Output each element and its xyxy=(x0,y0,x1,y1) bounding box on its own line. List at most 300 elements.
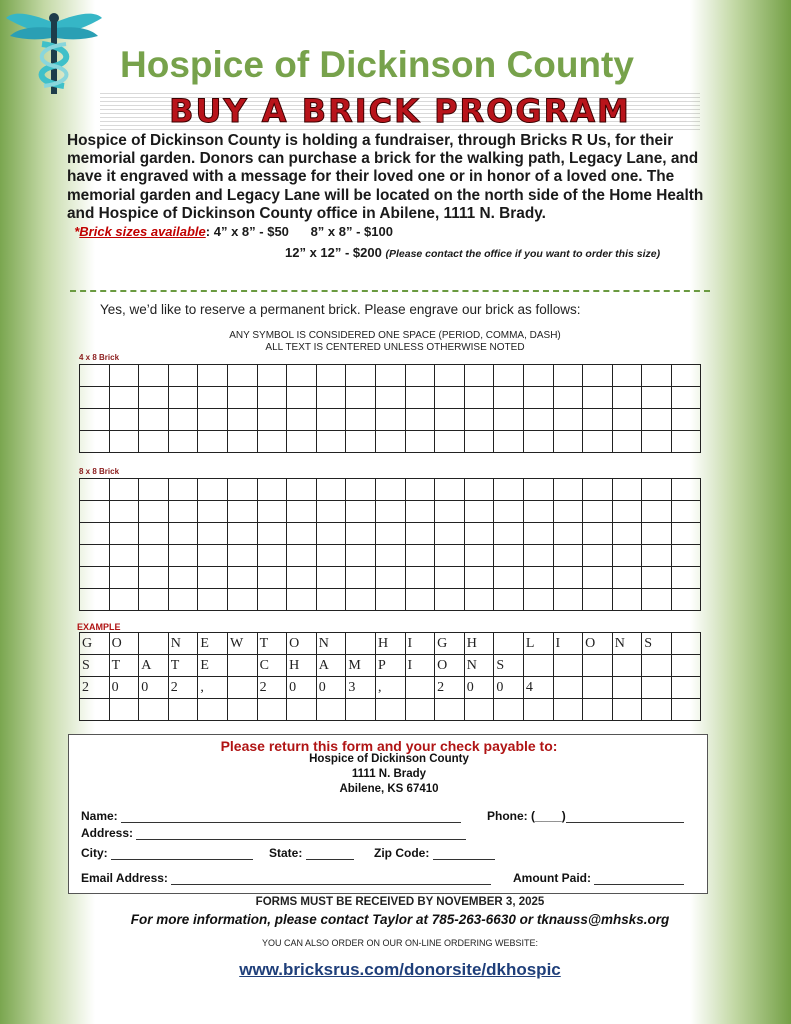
grid-cell[interactable] xyxy=(257,567,287,589)
symbol-note-line-2: ALL TEXT IS CENTERED UNLESS OTHERWISE NOTED xyxy=(265,342,525,353)
grid-cell[interactable] xyxy=(405,545,435,567)
example-cell: M xyxy=(346,655,376,677)
grid-cell[interactable] xyxy=(375,387,405,409)
example-cell: O xyxy=(435,655,465,677)
example-cell xyxy=(523,655,553,677)
grid-cell[interactable] xyxy=(671,567,701,589)
grid-cell[interactable] xyxy=(464,431,494,453)
grid-cell[interactable] xyxy=(316,431,346,453)
example-cell: O xyxy=(287,633,317,655)
grid-cell[interactable] xyxy=(227,431,257,453)
reserve-instruction: Yes, we’d like to reserve a permanent brick. Please engrave our brick as follows: xyxy=(100,302,581,317)
example-cell xyxy=(553,677,583,699)
grid-cell[interactable] xyxy=(435,523,465,545)
grid-cell[interactable] xyxy=(405,523,435,545)
example-cell: T xyxy=(168,655,198,677)
grid-cell[interactable] xyxy=(227,567,257,589)
grid-cell[interactable] xyxy=(642,365,672,387)
example-cell xyxy=(583,655,613,677)
grid-cell[interactable] xyxy=(287,431,317,453)
grid-cell[interactable] xyxy=(553,387,583,409)
grid-cell[interactable] xyxy=(287,409,317,431)
grid-cell[interactable] xyxy=(287,501,317,523)
brick-4x8-grid[interactable] xyxy=(79,364,701,453)
size-12x12-line xyxy=(285,244,727,263)
grid-cell[interactable] xyxy=(612,567,642,589)
grid-cell[interactable] xyxy=(494,523,524,545)
grid-cell[interactable] xyxy=(198,479,228,501)
grid-cell[interactable] xyxy=(257,479,287,501)
grid-cell[interactable] xyxy=(553,409,583,431)
example-cell xyxy=(642,655,672,677)
grid-cell[interactable] xyxy=(257,545,287,567)
grid-cell[interactable] xyxy=(109,523,139,545)
grid-cell[interactable] xyxy=(435,501,465,523)
program-title: BUY A BRICK PROGRAM xyxy=(100,92,700,130)
grid-cell[interactable] xyxy=(168,409,198,431)
grid-cell[interactable] xyxy=(227,545,257,567)
grid-cell[interactable] xyxy=(109,479,139,501)
example-cell: 0 xyxy=(464,677,494,699)
example-cell xyxy=(523,699,553,721)
grid-cell[interactable] xyxy=(612,409,642,431)
grid-cell[interactable] xyxy=(227,365,257,387)
grid-cell[interactable] xyxy=(405,589,435,611)
grid-cell[interactable] xyxy=(316,501,346,523)
grid-cell[interactable] xyxy=(227,501,257,523)
amount-paid-line[interactable] xyxy=(594,873,684,885)
grid-cell[interactable] xyxy=(80,545,110,567)
grid-cell[interactable] xyxy=(671,409,701,431)
grid-cell[interactable] xyxy=(80,523,110,545)
zip-field[interactable] xyxy=(374,846,495,860)
grid-cell[interactable] xyxy=(464,567,494,589)
grid-cell[interactable] xyxy=(583,545,613,567)
contact-info: For more information, please contact Taylor at 785-263-6630 or tknauss@mhsks.org xyxy=(130,912,670,927)
state-line[interactable] xyxy=(306,848,354,860)
grid-cell[interactable] xyxy=(198,431,228,453)
grid-cell[interactable] xyxy=(671,523,701,545)
grid-cell[interactable] xyxy=(287,523,317,545)
grid-cell[interactable] xyxy=(464,501,494,523)
grid-cell[interactable] xyxy=(553,523,583,545)
example-cell: H xyxy=(375,633,405,655)
city-field[interactable] xyxy=(81,846,253,860)
example-cell xyxy=(671,699,701,721)
grid-cell[interactable] xyxy=(375,409,405,431)
grid-cell[interactable] xyxy=(612,431,642,453)
example-cell xyxy=(464,699,494,721)
grid-cell[interactable] xyxy=(227,409,257,431)
grid-cell[interactable] xyxy=(80,589,110,611)
grid-cell[interactable] xyxy=(405,567,435,589)
grid-row xyxy=(80,523,701,545)
grid-cell[interactable] xyxy=(583,567,613,589)
name-field[interactable] xyxy=(81,809,461,823)
grid-cell[interactable] xyxy=(523,501,553,523)
grid-cell[interactable] xyxy=(109,501,139,523)
grid-cell[interactable] xyxy=(316,567,346,589)
grid-cell[interactable] xyxy=(435,545,465,567)
grid-cell[interactable] xyxy=(612,365,642,387)
example-cell: N xyxy=(168,633,198,655)
grid-cell[interactable] xyxy=(168,545,198,567)
grid-cell[interactable] xyxy=(494,479,524,501)
grid-cell[interactable] xyxy=(671,365,701,387)
brick-sizes-label: Brick sizes available xyxy=(79,224,206,240)
grid-cell[interactable] xyxy=(316,545,346,567)
example-cell: L xyxy=(523,633,553,655)
grid-cell[interactable] xyxy=(612,387,642,409)
grid-cell[interactable] xyxy=(583,501,613,523)
grid-cell[interactable] xyxy=(198,589,228,611)
ordering-website-link[interactable]: www.bricksrus.com/donorsite/dkhospic xyxy=(239,960,561,979)
grid-cell[interactable] xyxy=(612,523,642,545)
example-cell: S xyxy=(80,655,110,677)
grid-cell[interactable] xyxy=(80,431,110,453)
grid-cell[interactable] xyxy=(168,431,198,453)
grid-cell[interactable] xyxy=(227,479,257,501)
example-cell xyxy=(494,699,524,721)
grid-cell[interactable] xyxy=(257,523,287,545)
grid-cell[interactable] xyxy=(257,387,287,409)
grid-cell[interactable] xyxy=(80,387,110,409)
grid-cell[interactable] xyxy=(168,479,198,501)
grid-cell[interactable] xyxy=(494,365,524,387)
grid-cell[interactable] xyxy=(287,387,317,409)
address-org-name: Hospice of Dickinson County xyxy=(309,753,469,765)
grid-cell[interactable] xyxy=(642,523,672,545)
grid-8x8-label: 8 x 8 Brick xyxy=(79,467,120,476)
grid-cell[interactable] xyxy=(464,545,494,567)
grid-cell[interactable] xyxy=(642,479,672,501)
grid-cell[interactable] xyxy=(612,545,642,567)
grid-cell[interactable] xyxy=(139,365,169,387)
grid-cell[interactable] xyxy=(671,501,701,523)
grid-cell[interactable] xyxy=(612,589,642,611)
grid-cell[interactable] xyxy=(583,431,613,453)
grid-cell[interactable] xyxy=(109,567,139,589)
grid-cell[interactable] xyxy=(642,589,672,611)
example-cell xyxy=(405,677,435,699)
grid-cell[interactable] xyxy=(375,567,405,589)
grid-cell[interactable] xyxy=(405,479,435,501)
grid-cell[interactable] xyxy=(464,365,494,387)
grid-cell[interactable] xyxy=(227,523,257,545)
grid-cell[interactable] xyxy=(80,365,110,387)
example-cell: O xyxy=(583,633,613,655)
grid-cell[interactable] xyxy=(523,567,553,589)
grid-cell[interactable] xyxy=(80,567,110,589)
grid-cell[interactable] xyxy=(109,545,139,567)
grid-cell[interactable] xyxy=(375,545,405,567)
grid-cell[interactable] xyxy=(198,501,228,523)
grid-cell[interactable] xyxy=(109,431,139,453)
example-cell xyxy=(583,677,613,699)
grid-row xyxy=(80,431,701,453)
grid-cell[interactable] xyxy=(583,409,613,431)
phone-field[interactable] xyxy=(487,809,684,823)
grid-cell[interactable] xyxy=(346,501,376,523)
grid-cell[interactable] xyxy=(346,479,376,501)
zip-label: Zip Code: xyxy=(374,846,430,860)
grid-cell[interactable] xyxy=(405,387,435,409)
zip-line[interactable] xyxy=(433,848,495,860)
example-cell: N xyxy=(316,633,346,655)
example-cell xyxy=(671,677,701,699)
grid-cell[interactable] xyxy=(553,545,583,567)
grid-cell[interactable] xyxy=(198,567,228,589)
deadline-notice: FORMS MUST BE RECEIVED BY NOVEMBER 3, 2025 xyxy=(255,896,545,908)
example-cell: 0 xyxy=(109,677,139,699)
grid-cell[interactable] xyxy=(583,523,613,545)
example-cell: I xyxy=(405,655,435,677)
brick-8x8-grid[interactable] xyxy=(79,478,701,611)
example-cell xyxy=(494,633,524,655)
grid-cell[interactable] xyxy=(375,431,405,453)
grid-cell[interactable] xyxy=(671,545,701,567)
grid-cell[interactable] xyxy=(227,387,257,409)
grid-cell[interactable] xyxy=(583,365,613,387)
grid-cell[interactable] xyxy=(523,409,553,431)
example-cell xyxy=(553,699,583,721)
example-cell: S xyxy=(494,655,524,677)
grid-cell[interactable] xyxy=(464,387,494,409)
email-line[interactable] xyxy=(171,873,491,885)
grid-cell[interactable] xyxy=(435,365,465,387)
grid-cell[interactable] xyxy=(642,501,672,523)
grid-cell[interactable] xyxy=(168,501,198,523)
grid-cell[interactable] xyxy=(464,523,494,545)
grid-cell[interactable] xyxy=(80,479,110,501)
grid-cell[interactable] xyxy=(316,479,346,501)
example-cell xyxy=(375,699,405,721)
grid-cell[interactable] xyxy=(523,589,553,611)
example-cell: T xyxy=(257,633,287,655)
phone-label: Phone: xyxy=(487,809,528,823)
grid-cell[interactable] xyxy=(671,431,701,453)
email-field[interactable] xyxy=(81,871,491,885)
example-cell xyxy=(316,699,346,721)
grid-cell[interactable] xyxy=(375,523,405,545)
grid-cell[interactable] xyxy=(435,479,465,501)
grid-cell[interactable] xyxy=(168,589,198,611)
state-field[interactable] xyxy=(269,846,354,860)
grid-cell[interactable] xyxy=(494,431,524,453)
example-cell: 0 xyxy=(494,677,524,699)
grid-cell[interactable] xyxy=(671,387,701,409)
grid-cell[interactable] xyxy=(612,501,642,523)
example-cell xyxy=(671,655,701,677)
grid-cell[interactable] xyxy=(553,431,583,453)
example-cell xyxy=(227,677,257,699)
grid-cell[interactable] xyxy=(139,567,169,589)
online-order-note: YOU CAN ALSO ORDER ON OUR ON-LINE ORDERING WEBSITE: xyxy=(261,938,539,948)
phone-line[interactable] xyxy=(566,811,684,823)
grid-cell[interactable] xyxy=(109,365,139,387)
example-cell xyxy=(168,699,198,721)
grid-cell[interactable] xyxy=(523,387,553,409)
return-heading: Please return this form and your check payable to: xyxy=(220,738,558,754)
grid-cell[interactable] xyxy=(316,365,346,387)
grid-cell[interactable] xyxy=(316,387,346,409)
grid-row xyxy=(80,409,701,431)
address-field[interactable] xyxy=(81,826,466,840)
grid-cell[interactable] xyxy=(198,387,228,409)
grid-cell[interactable] xyxy=(227,589,257,611)
grid-cell[interactable] xyxy=(612,479,642,501)
grid-cell[interactable] xyxy=(553,365,583,387)
example-grid xyxy=(79,632,701,721)
grid-cell[interactable] xyxy=(494,545,524,567)
grid-cell[interactable] xyxy=(494,589,524,611)
grid-cell[interactable] xyxy=(168,523,198,545)
amount-paid-field[interactable] xyxy=(513,871,684,885)
grid-cell[interactable] xyxy=(523,523,553,545)
grid-cell[interactable] xyxy=(553,567,583,589)
grid-cell[interactable] xyxy=(168,387,198,409)
example-cell xyxy=(583,699,613,721)
intro-paragraph xyxy=(67,132,727,263)
example-cell: P xyxy=(375,655,405,677)
example-cell xyxy=(346,699,376,721)
grid-cell[interactable] xyxy=(109,387,139,409)
grid-cell[interactable] xyxy=(316,409,346,431)
grid-cell[interactable] xyxy=(642,409,672,431)
grid-cell[interactable] xyxy=(642,567,672,589)
grid-cell[interactable] xyxy=(139,479,169,501)
grid-cell[interactable] xyxy=(139,589,169,611)
grid-cell[interactable] xyxy=(464,589,494,611)
grid-cell[interactable] xyxy=(316,523,346,545)
example-cell xyxy=(612,655,642,677)
grid-cell[interactable] xyxy=(523,479,553,501)
grid-cell[interactable] xyxy=(494,567,524,589)
grid-cell[interactable] xyxy=(553,589,583,611)
grid-cell[interactable] xyxy=(375,501,405,523)
grid-cell[interactable] xyxy=(316,589,346,611)
grid-cell[interactable] xyxy=(435,589,465,611)
grid-cell[interactable] xyxy=(523,431,553,453)
grid-cell[interactable] xyxy=(435,409,465,431)
name-line[interactable] xyxy=(121,811,461,823)
example-label: EXAMPLE xyxy=(77,622,121,632)
grid-cell[interactable] xyxy=(198,409,228,431)
grid-cell[interactable] xyxy=(375,589,405,611)
grid-cell[interactable] xyxy=(346,431,376,453)
brick-sizes-line xyxy=(67,224,393,239)
grid-cell[interactable] xyxy=(642,387,672,409)
grid-cell[interactable] xyxy=(139,523,169,545)
grid-cell[interactable] xyxy=(671,479,701,501)
grid-cell[interactable] xyxy=(405,431,435,453)
grid-cell[interactable] xyxy=(346,365,376,387)
grid-cell[interactable] xyxy=(139,387,169,409)
grid-cell[interactable] xyxy=(346,567,376,589)
example-cell: O xyxy=(109,633,139,655)
grid-cell[interactable] xyxy=(642,545,672,567)
grid-cell[interactable] xyxy=(168,365,198,387)
grid-cell[interactable] xyxy=(494,409,524,431)
grid-cell[interactable] xyxy=(287,567,317,589)
grid-cell[interactable] xyxy=(139,431,169,453)
grid-cell[interactable] xyxy=(257,501,287,523)
address-label: Address: xyxy=(81,826,134,840)
example-cell xyxy=(553,655,583,677)
grid-cell[interactable] xyxy=(464,479,494,501)
grid-cell[interactable] xyxy=(671,589,701,611)
grid-cell[interactable] xyxy=(553,501,583,523)
grid-cell[interactable] xyxy=(287,365,317,387)
grid-cell[interactable] xyxy=(583,589,613,611)
grid-cell[interactable] xyxy=(80,409,110,431)
grid-cell[interactable] xyxy=(257,365,287,387)
grid-cell[interactable] xyxy=(583,479,613,501)
grid-cell[interactable] xyxy=(198,523,228,545)
grid-cell[interactable] xyxy=(494,387,524,409)
grid-cell[interactable] xyxy=(435,567,465,589)
grid-cell[interactable] xyxy=(375,365,405,387)
grid-cell[interactable] xyxy=(553,479,583,501)
grid-cell[interactable] xyxy=(523,545,553,567)
grid-cell[interactable] xyxy=(109,409,139,431)
address-line[interactable] xyxy=(136,828,466,840)
name-label: Name: xyxy=(81,809,118,823)
grid-cell[interactable] xyxy=(346,387,376,409)
example-row xyxy=(80,677,701,699)
grid-cell[interactable] xyxy=(109,589,139,611)
grid-cell[interactable] xyxy=(464,409,494,431)
grid-cell[interactable] xyxy=(375,479,405,501)
grid-cell[interactable] xyxy=(523,365,553,387)
grid-cell[interactable] xyxy=(642,431,672,453)
grid-cell[interactable] xyxy=(198,545,228,567)
example-cell: N xyxy=(612,633,642,655)
grid-cell[interactable] xyxy=(139,501,169,523)
grid-cell[interactable] xyxy=(346,409,376,431)
example-cell: G xyxy=(435,633,465,655)
grid-cell[interactable] xyxy=(405,501,435,523)
grid-cell[interactable] xyxy=(257,431,287,453)
phone-area-code[interactable]: (____) xyxy=(531,809,566,823)
grid-cell[interactable] xyxy=(435,387,465,409)
grid-cell[interactable] xyxy=(494,501,524,523)
grid-cell[interactable] xyxy=(287,589,317,611)
grid-cell[interactable] xyxy=(405,409,435,431)
grid-cell[interactable] xyxy=(168,567,198,589)
example-cell xyxy=(139,699,169,721)
city-line[interactable] xyxy=(111,848,253,860)
example-cell: , xyxy=(198,677,228,699)
grid-cell[interactable] xyxy=(287,479,317,501)
grid-cell[interactable] xyxy=(257,589,287,611)
grid-cell[interactable] xyxy=(405,365,435,387)
grid-cell[interactable] xyxy=(287,545,317,567)
example-cell: T xyxy=(109,655,139,677)
grid-cell[interactable] xyxy=(346,589,376,611)
example-cell xyxy=(287,699,317,721)
grid-cell[interactable] xyxy=(80,501,110,523)
example-cell: C xyxy=(257,655,287,677)
grid-cell[interactable] xyxy=(198,365,228,387)
grid-cell[interactable] xyxy=(435,431,465,453)
grid-cell[interactable] xyxy=(583,387,613,409)
grid-cell[interactable] xyxy=(346,545,376,567)
grid-cell[interactable] xyxy=(257,409,287,431)
grid-cell[interactable] xyxy=(346,523,376,545)
grid-cell[interactable] xyxy=(139,545,169,567)
grid-cell[interactable] xyxy=(139,409,169,431)
